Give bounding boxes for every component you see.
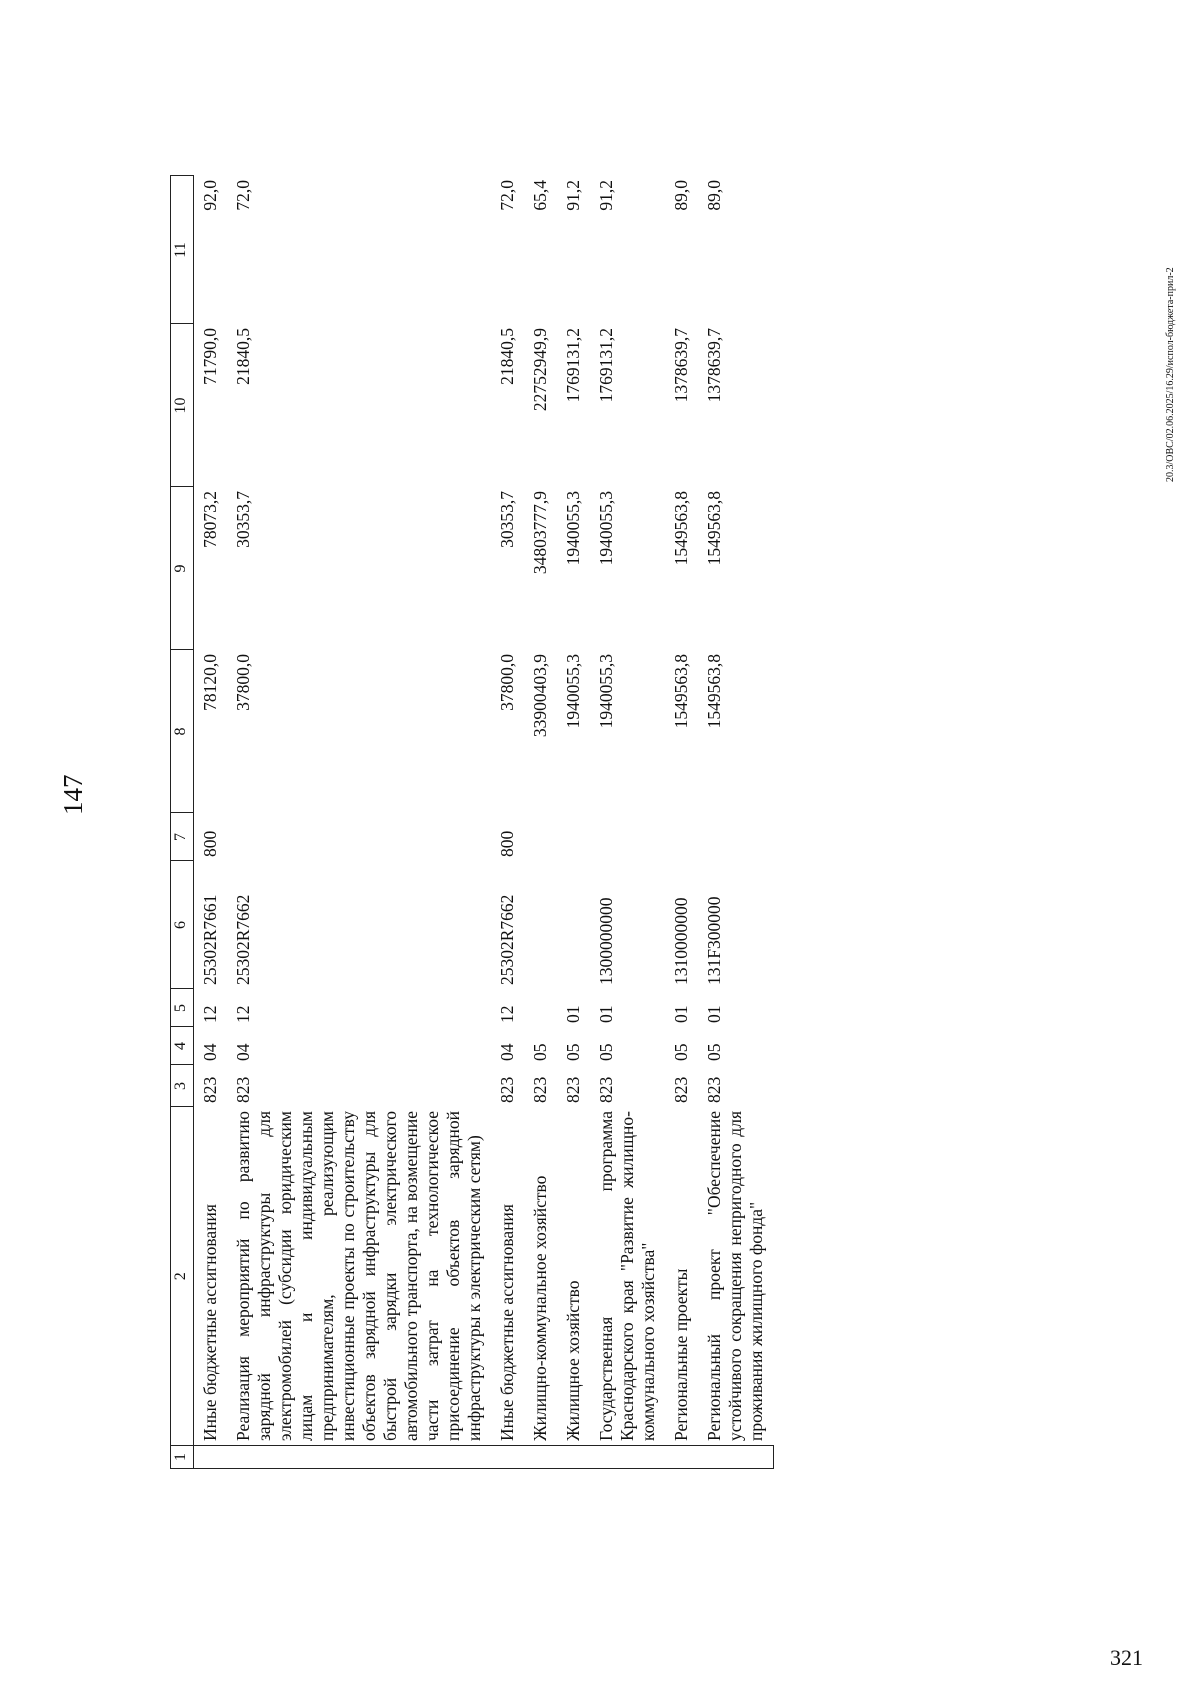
table-row xyxy=(698,176,773,1469)
cell-c6 xyxy=(524,861,557,989)
cell-c4: 05 xyxy=(530,1043,550,1061)
table-row xyxy=(194,176,228,1469)
column-header-4: 4 xyxy=(171,1027,194,1065)
cell-c8: 33900403,9 xyxy=(530,654,550,738)
cell-c4: 05 xyxy=(671,1043,691,1061)
cell-c4: 04 xyxy=(497,1043,517,1061)
header-row xyxy=(171,176,194,1469)
row-index-cell xyxy=(524,1446,557,1469)
cell-c8: 1940055,3 xyxy=(563,654,583,729)
cell-c6: 25302R7662 xyxy=(233,894,253,985)
column-header-6: 6 xyxy=(171,861,194,989)
column-header-5: 5 xyxy=(171,989,194,1027)
column-header-7: 7 xyxy=(171,813,194,861)
cell-c3: 823 xyxy=(596,1076,616,1103)
cell-c10: 1378639,7 xyxy=(671,328,691,403)
row-index-cell xyxy=(665,1446,698,1469)
cell-c10: 1378639,7 xyxy=(704,328,724,403)
cell-c5: 01 xyxy=(563,1005,583,1023)
cell-c6: 25302R7662 xyxy=(497,894,517,985)
row-index-cell xyxy=(194,1446,228,1469)
table-body xyxy=(194,176,774,1469)
row-name: Жилищное хозяйство xyxy=(563,1280,583,1441)
row-name: Иные бюджетные ассигнования xyxy=(497,1204,517,1441)
cell-c4: 04 xyxy=(233,1043,253,1061)
cell-c5: 01 xyxy=(596,1005,616,1023)
cell-c11: 92,0 xyxy=(200,180,220,211)
cell-c5: 01 xyxy=(671,1005,691,1023)
table-row xyxy=(227,176,491,1469)
column-header-8: 8 xyxy=(171,650,194,813)
column-header-2: 2 xyxy=(171,1107,194,1446)
cell-c9: 30353,7 xyxy=(497,491,517,548)
cell-c3: 823 xyxy=(671,1076,691,1103)
cell-c6: 25302R7661 xyxy=(200,894,220,985)
column-header-11: 11 xyxy=(171,176,194,324)
cell-c10: 22752949,9 xyxy=(530,328,550,412)
cell-c3: 823 xyxy=(704,1076,724,1103)
cell-c10: 1769131,2 xyxy=(563,328,583,403)
row-name: Региональный проект "Обеспечение устойчивого сокращения непригодного для проживания жилищного фонда" xyxy=(704,1111,766,1441)
cell-c7 xyxy=(524,813,557,861)
cell-c7 xyxy=(557,813,590,861)
cell-c9: 30353,7 xyxy=(233,491,253,548)
cell-c8: 1940055,3 xyxy=(596,654,616,729)
row-name: Жилищно-коммунальное хозяйство xyxy=(530,1175,550,1441)
cell-c7 xyxy=(227,813,491,861)
row-index-cell xyxy=(227,1446,491,1469)
cell-c11: 89,0 xyxy=(704,180,724,211)
cell-c6: 1300000000 xyxy=(596,897,616,985)
cell-c9: 1940055,3 xyxy=(596,491,616,566)
cell-c11: 72,0 xyxy=(233,180,253,211)
cell-c11: 72,0 xyxy=(497,180,517,211)
row-name: Реализация мероприятий по развитию зарядной инфраструктуры для электромобилей (субсидии юридическим лицам и индивидуальным предпринимателям, реализующим инвестиционные проекты по строительству объектов зарядной инфраструктуры для быстрой зарядки электрического автомобильного транспорта, на возмещение части затрат на технологическое присоединение объектов зарядной инфраструктуры к электрическим сетям) xyxy=(233,1111,484,1441)
cell-c5: 12 xyxy=(200,1005,220,1023)
cell-c6: 131F300000 xyxy=(704,896,724,985)
cell-c5: 12 xyxy=(497,1005,517,1023)
cell-c10: 21840,5 xyxy=(497,328,517,385)
cell-c10: 1769131,2 xyxy=(596,328,616,403)
cell-c9: 1549563,8 xyxy=(704,491,724,566)
cell-c3: 823 xyxy=(497,1076,517,1103)
cell-c9: 78073,2 xyxy=(200,491,220,548)
cell-c4: 05 xyxy=(596,1043,616,1061)
cell-c8: 1549563,8 xyxy=(671,654,691,729)
cell-c7 xyxy=(590,813,665,861)
cell-c7: 800 xyxy=(497,830,517,857)
cell-c7 xyxy=(665,813,698,861)
cell-c11: 91,2 xyxy=(563,180,583,211)
row-name: Иные бюджетные ассигнования xyxy=(200,1204,220,1441)
sheet-number: 321 xyxy=(1110,1645,1143,1670)
row-index-cell xyxy=(491,1446,524,1469)
cell-c11: 89,0 xyxy=(671,180,691,211)
cell-c10: 71790,0 xyxy=(200,328,220,385)
cell-c5: 12 xyxy=(233,1005,253,1023)
cell-c8: 37800,0 xyxy=(497,654,517,711)
cell-c6: 1310000000 xyxy=(671,897,691,985)
page-number: 147 xyxy=(58,774,88,815)
cell-c4: 05 xyxy=(704,1043,724,1061)
cell-c8: 1549563,8 xyxy=(704,654,724,729)
cell-c8: 37800,0 xyxy=(233,654,253,711)
row-name: Региональные проекты xyxy=(671,1268,691,1441)
cell-c3: 823 xyxy=(233,1076,253,1103)
table-row xyxy=(491,176,524,1469)
cell-c3: 823 xyxy=(530,1076,550,1103)
cell-c7 xyxy=(698,813,773,861)
column-header-9: 9 xyxy=(171,487,194,650)
column-header-10: 10 xyxy=(171,324,194,487)
cell-c9: 1549563,8 xyxy=(671,491,691,566)
cell-c3: 823 xyxy=(563,1076,583,1103)
row-index-cell xyxy=(698,1446,773,1469)
table-row xyxy=(665,176,698,1469)
cell-c11: 91,2 xyxy=(596,180,616,211)
row-index-cell xyxy=(557,1446,590,1469)
cell-c7: 800 xyxy=(200,830,220,857)
cell-c9: 1940055,3 xyxy=(563,491,583,566)
row-index-cell xyxy=(590,1446,665,1469)
column-header-3: 3 xyxy=(171,1065,194,1107)
budget-table xyxy=(170,176,774,1470)
cell-c6 xyxy=(557,861,590,989)
cell-c11: 65,4 xyxy=(530,180,550,211)
cell-c8: 78120,0 xyxy=(200,654,220,711)
row-name: Государственная программа Краснодарского края "Развитие жилищно-коммунального хозяйства" xyxy=(596,1111,658,1441)
column-header-1: 1 xyxy=(171,1446,194,1469)
table-row xyxy=(590,176,665,1469)
cell-c5: 01 xyxy=(704,1005,724,1023)
table-row xyxy=(524,176,557,1469)
cell-c4: 04 xyxy=(200,1043,220,1061)
cell-c3: 823 xyxy=(200,1076,220,1103)
table-row xyxy=(557,176,590,1469)
doc-code: 20.3/ОВС/02.06.2025/16.29/испол-бюджета-прил-2 xyxy=(1165,267,1176,482)
cell-c9: 34803777,9 xyxy=(530,491,550,575)
cell-c10: 21840,5 xyxy=(233,328,253,385)
cell-c4: 05 xyxy=(563,1043,583,1061)
cell-c5 xyxy=(524,989,557,1027)
